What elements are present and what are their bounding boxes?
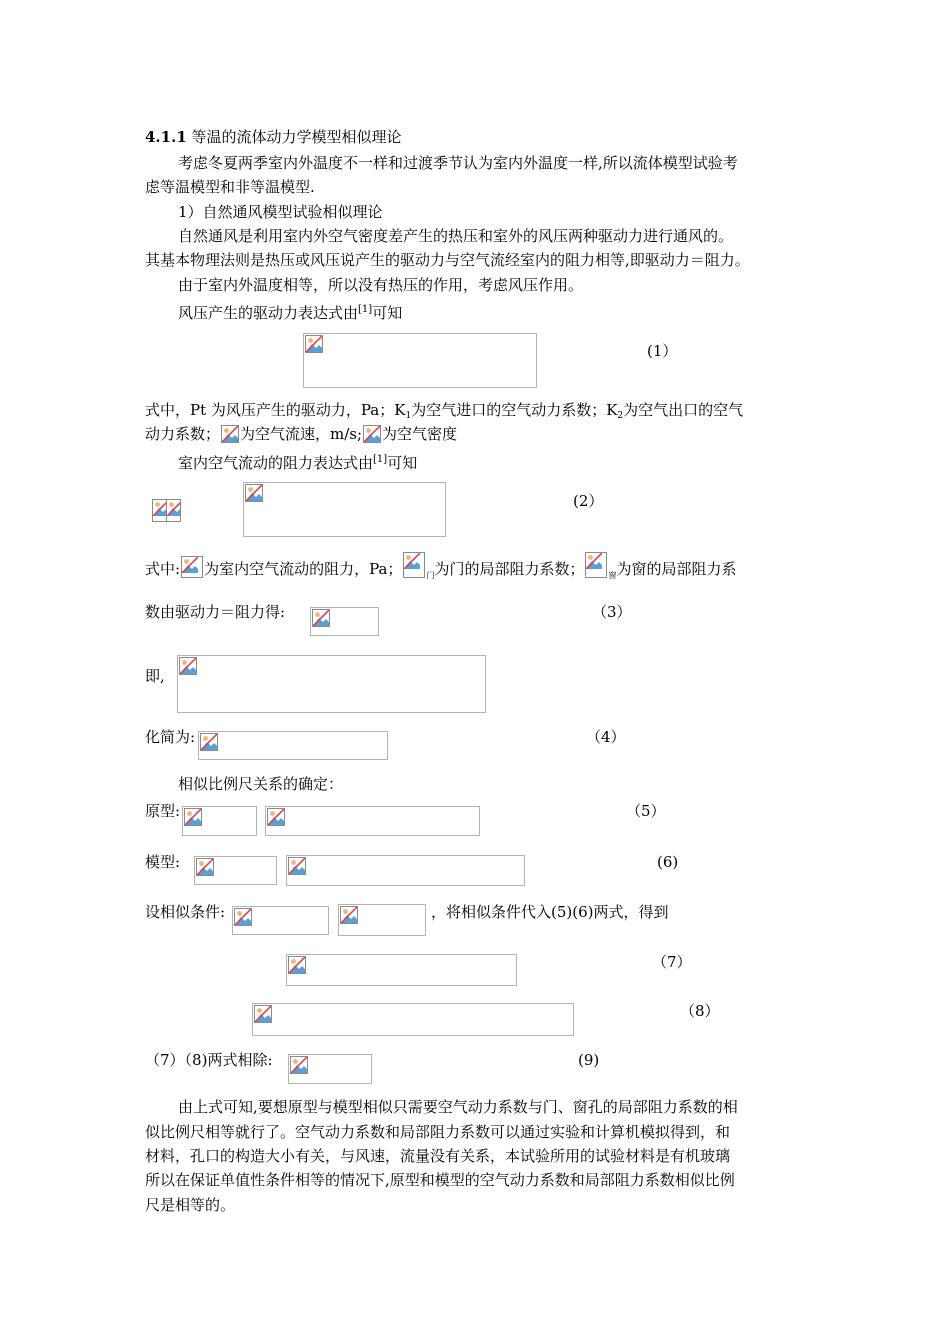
def2-text-a: 式中: <box>145 560 181 578</box>
equation-2-image <box>243 482 446 537</box>
broken-image-icon <box>179 657 197 675</box>
broken-image-icon <box>234 908 252 926</box>
cond-label: 设相似条件: <box>145 903 226 921</box>
subscript-door: 门 <box>426 571 435 580</box>
equation-7-number: （7） <box>652 953 692 971</box>
broken-image-icon <box>221 425 239 443</box>
para1-line2: 虑等温模型和非等温模型. <box>145 178 315 196</box>
para3: 由于室内外温度相等，所以没有热压的作用，考虑风压作用。 <box>178 276 584 294</box>
equation-8-number: （8） <box>680 1002 720 1020</box>
conclusion-line1: 由上式可知,要想原型与模型相似只需要空气动力系数与门、窗孔的局部阻力系数的相 <box>178 1098 738 1116</box>
broken-image-icon <box>340 906 358 924</box>
equation-4-image <box>198 731 388 760</box>
broken-image-icon <box>196 858 214 876</box>
broken-image-icon <box>245 484 263 502</box>
def2-text-d: 为窗的局部阻力系 <box>616 560 737 578</box>
para5-text: 室内空气流动的阻力表达式由 <box>178 454 374 472</box>
def1-line2 <box>145 424 457 444</box>
equation-1-number: (1） <box>647 342 678 360</box>
equation-8-image <box>252 1003 574 1036</box>
equation-2-number: (2） <box>573 492 604 510</box>
para4 <box>178 300 402 323</box>
def1-line1 <box>145 400 743 426</box>
broken-image-icon <box>290 1056 308 1074</box>
def1-text-e: 为空气出口的空气 <box>623 401 744 419</box>
broken-image-icon <box>254 1005 272 1023</box>
def2-text-c: 为门的局部阻力系数； <box>434 560 585 578</box>
conclusion-line3: 材料，孔口的构造大小有关，与风速，流量没有关系，本试验所用的试验材料是有机玻璃 <box>145 1147 731 1165</box>
broken-image-icon <box>152 499 167 522</box>
equation-9-number: (9) <box>578 1051 600 1069</box>
broken-image-icon <box>305 335 323 353</box>
para4-tail: 可知 <box>372 304 403 322</box>
conclusion-line4: 所以在保证单值性条件相等的情况下,原型和模型的空气动力系数和局部阻力系数相似比例 <box>145 1171 735 1189</box>
broken-image-icon <box>312 609 330 627</box>
cond-tail: ，将相似条件代入(5)(6)两式，得到 <box>431 903 669 921</box>
conclusion-line2: 似比例尺相等就行了。空气动力系数和局部阻力系数可以通过实验和计算机模拟得到，和 <box>145 1123 731 1141</box>
eq9-label: （7）（8)两式相除: <box>145 1051 273 1069</box>
broken-image-icon <box>181 556 203 578</box>
equation-9-image <box>288 1054 372 1084</box>
def1-text-a: 式中，Pt 为风压产生的驱动力，Pa；K <box>145 401 406 419</box>
broken-image-icon <box>184 808 202 826</box>
equation-ji-image <box>177 655 486 713</box>
para4-text: 风压产生的驱动力表达式由 <box>178 304 359 322</box>
broken-image-icon <box>585 552 607 578</box>
equation-3-image <box>310 607 379 636</box>
para2-line1: 自然通风是利用室内外空气密度差产生的热压和室外的风压两种驱动力进行通风的。 <box>178 227 734 245</box>
eq4-label: 化简为: <box>145 728 196 746</box>
subscript-window: 窗 <box>608 571 617 580</box>
similar-title: 相似比例尺关系的确定： <box>178 775 344 793</box>
def1-text-2a: 动力系数； <box>145 425 221 443</box>
section-heading <box>145 127 402 147</box>
def2-line <box>145 552 736 586</box>
equation-6b-image <box>286 855 525 886</box>
def1-text-2c: 为空气密度 <box>382 425 458 443</box>
para5 <box>178 450 417 473</box>
broken-image-icon <box>403 552 425 578</box>
subheading: 1）自然通风模型试验相似理论 <box>178 203 383 221</box>
eq6-label: 模型: <box>145 853 181 871</box>
equation-6-number: (6) <box>657 853 679 871</box>
broken-image-icon <box>200 733 218 751</box>
eq5-label: 原型: <box>145 802 181 820</box>
subscript-1: 1 <box>405 411 412 421</box>
citation: [1] <box>373 454 388 465</box>
eq-ji-label: 即, <box>145 667 165 685</box>
condition-b-image <box>338 904 426 936</box>
equation-1-image <box>303 333 537 388</box>
eq3-label: 数由驱动力＝阻力得: <box>145 603 286 621</box>
conclusion-line5: 尺是相等的。 <box>145 1196 236 1214</box>
equation-7-image <box>286 954 517 986</box>
section-title: 等温的流体动力学模型相似理论 <box>191 128 402 146</box>
equation-5b-image <box>265 806 480 836</box>
broken-image-icon <box>363 425 381 443</box>
para2-line2: 其基本物理法则是热压或风压说产生的驱动力与空气流经室内的阻力相等,即驱动力＝阻力。 <box>145 251 750 269</box>
equation-5-number: （5） <box>626 802 666 820</box>
equation-6a-image <box>194 856 277 885</box>
equation-5a-image <box>182 806 257 836</box>
para1-line1: 考虑冬夏两季室内外温度不一样和过渡季节认为室内外温度一样,所以流体模型试验考 <box>178 154 738 172</box>
subscript-2: 2 <box>617 411 624 421</box>
broken-image-icon <box>288 956 306 974</box>
section-number: 4.1.1 <box>145 128 187 146</box>
def1-text-2b: 为空气流速，m/s; <box>240 425 363 443</box>
broken-image-icon <box>166 499 181 522</box>
broken-image-icon <box>288 857 306 875</box>
broken-image-icon <box>267 808 285 826</box>
citation: [1] <box>358 304 373 315</box>
def2-text-b: 为室内空气流动的阻力，Pa； <box>204 560 403 578</box>
equation-4-number: （4） <box>586 728 626 746</box>
equation-3-number: （3） <box>592 603 632 621</box>
condition-a-image <box>232 906 329 935</box>
para5-tail: 可知 <box>387 454 418 472</box>
def1-text-c: 为空气进口的空气动力系数；K <box>411 401 618 419</box>
